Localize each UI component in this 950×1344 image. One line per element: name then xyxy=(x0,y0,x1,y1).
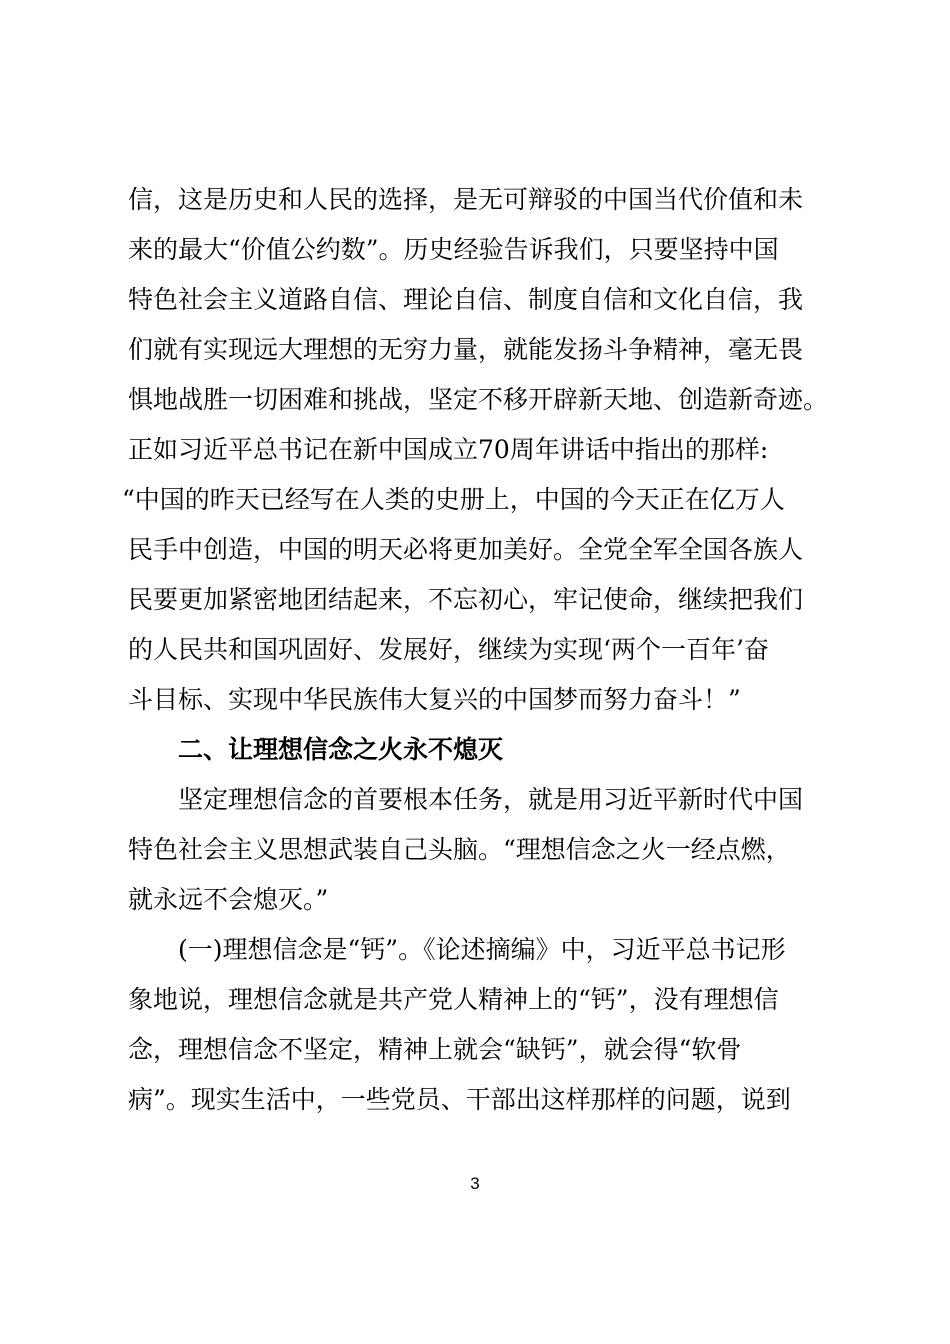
text-line: 们就有实现远大理想的无穷力量，就能发扬斗争精神，毫无畏 xyxy=(128,335,804,364)
text-line: 惧地战胜一切困难和挑战，坚定不移开辟新天地、创造新奇迹。 xyxy=(128,385,829,414)
text-line: 特色社会主义思想武装自己头脑。“理想信念之火一经点燃， xyxy=(128,835,791,864)
text-line: 象地说，理想信念就是共产党人精神上的“钙”，没有理想信 xyxy=(128,985,779,1014)
text-line: 特色社会主义道路自信、理论自信、制度自信和文化自信，我 xyxy=(128,285,804,314)
text-line: 的人民共和国巩固好、发展好，继续为实现‘两个一百年’奋 xyxy=(128,635,769,664)
text-line: (一)理想信念是“钙”。《论述摘编》中，习近平总书记形 xyxy=(178,935,786,964)
text-line: 病”。现实生活中，一些党员、干部出这样那样的问题，说到 xyxy=(128,1085,791,1114)
text-line: 坚定理想信念的首要根本任务，就是用习近平新时代中国 xyxy=(178,785,804,814)
text-line: 正如习近平总书记在新中国成立70周年讲话中指出的那样: xyxy=(128,435,769,464)
section-heading: 二、让理想信念之火永不熄灭 xyxy=(178,735,504,764)
text-line: 就永远不会熄灭。” xyxy=(128,885,329,914)
text-line: 民要更加紧密地团结起来，不忘初心，牢记使命，继续把我们 xyxy=(128,585,804,614)
page-number: 3 xyxy=(470,1174,480,1193)
text-line: “中国的昨天已经写在人类的史册上，中国的今天正在亿万人 xyxy=(122,485,785,514)
text-line: 民手中创造，中国的明天必将更加美好。全党全军全国各族人 xyxy=(128,535,804,564)
text-line: 念，理想信念不坚定，精神上就会“缺钙”，就会得“软骨 xyxy=(128,1035,742,1064)
text-line: 来的最大“价值公约数”。历史经验告诉我们，只要坚持中国 xyxy=(128,235,779,264)
text-line: 信，这是历史和人民的选择，是无可辩驳的中国当代价值和未 xyxy=(128,185,804,214)
text-line: 斗目标、实现中华民族伟大复兴的中国梦而努力奋斗！” xyxy=(128,685,741,714)
